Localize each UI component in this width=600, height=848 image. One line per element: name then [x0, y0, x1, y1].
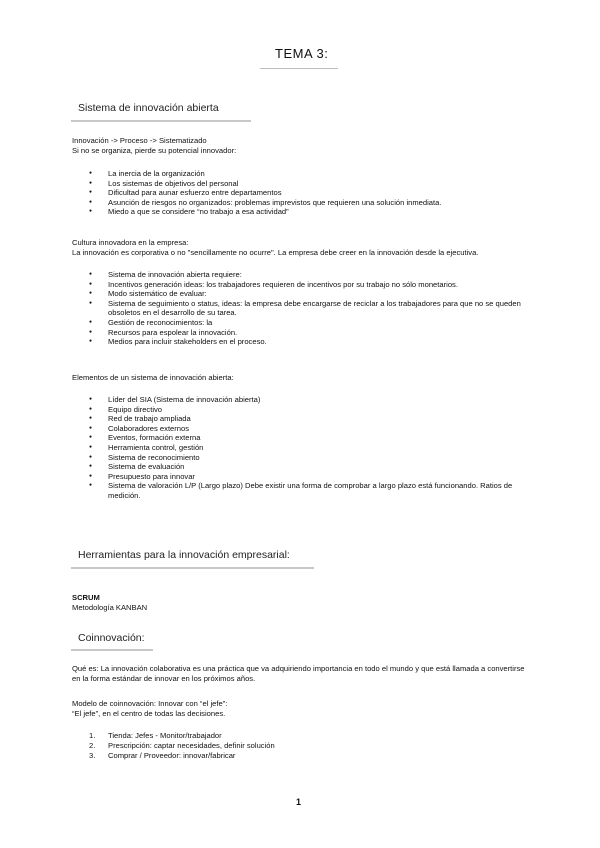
list-item: ● Recursos para espolear la innovación. — [72, 328, 528, 338]
list-text: Prescripción: captar necesidades, definir solución — [108, 741, 275, 750]
section-heading-coinnovation: Coinnovación: — [78, 632, 145, 644]
model-line: Modelo de coinnovación: Innovar con “el jefe”: — [72, 699, 228, 708]
model-block — [72, 699, 227, 718]
list-item: ● Sistema de reconocimiento — [72, 453, 528, 463]
tools-block — [72, 593, 147, 612]
list-item: ● Red de trabajo ampliada — [72, 414, 528, 424]
list-item: ● Eventos, formación externa — [72, 433, 528, 443]
list-item: ● Gestión de reconocimientos: la — [72, 318, 528, 328]
intro-block — [72, 136, 236, 155]
list-number: 3. — [89, 751, 96, 760]
intro-line: Si no se organiza, pierde su potencial innovador: — [72, 145, 237, 155]
list-item — [72, 741, 275, 751]
list-item: ● Asunción de riesgos no organizados: problemas imprevistos que requieren una solución inmediata. — [72, 198, 441, 208]
list-item: ● Incentivos generación ideas: los trabajadores requieren de incentivos por su trabajo no sólo monetarios. — [72, 280, 528, 290]
numbered-list-model — [72, 731, 275, 761]
list-item: ● Presupuesto para innovar — [72, 472, 528, 482]
list-item: ● Los sistemas de objetivos del personal — [72, 179, 441, 189]
page-number: 1 — [296, 797, 302, 807]
list-item: ● Miedo a que se considere “no trabajo a esa actividad” — [72, 207, 441, 217]
culture-line: La innovación es corporativa o no "sencillamente no ocurre". La empresa debe creer en la innovación desde la ejecutiva. — [72, 247, 479, 257]
list-number: 2. — [89, 741, 96, 750]
que-es-paragraph: Qué es: La innovación colaborativa es una práctica que va adquiriendo importancia en todo el mundo y que está llamada a convertirse en la forma estándar de innovar en los próximos años. — [72, 664, 525, 683]
list-text: Tienda: Jefes - Monitor/trabajador — [108, 731, 222, 740]
section-heading-open-innovation: Sistema de innovación abierta — [78, 102, 219, 114]
bullet-list-requirements — [72, 270, 528, 347]
list-text: Comprar / Proveedor: innovar/fabricar — [108, 751, 236, 760]
bullet-list-elements — [72, 395, 528, 501]
section-heading-tools: Herramientas para la innovación empresarial: — [78, 549, 290, 561]
list-item: ● Medios para incluir stakeholders en el proceso. — [72, 337, 528, 347]
list-item: ● Colaboradores externos — [72, 424, 528, 434]
list-item — [72, 751, 275, 761]
page-title: TEMA 3: — [275, 46, 329, 61]
list-item: ● Sistema de seguimiento o status, ideas: la empresa debe encargarse de reciclar a los trabajadores para que no se queden obsoletos en el desarrollo de su tarea. — [72, 299, 528, 318]
intro-line: Innovación -> Proceso -> Sistematizado — [72, 136, 207, 145]
list-item: ● Líder del SIA (Sistema de innovación abierta) — [72, 395, 528, 405]
list-item: ● Sistema de valoración L/P (Largo plazo) Debe existir una forma de comprobar a largo plazo está funcionando. Ratios de medición. — [72, 481, 528, 500]
list-item: ● Sistema de innovación abierta requiere: — [72, 270, 528, 280]
title-underline — [260, 68, 338, 69]
section-underline — [71, 567, 314, 569]
culture-line: Cultura innovadora en la empresa: — [72, 238, 189, 247]
elements-heading: Elementos de un sistema de innovación abierta: — [72, 373, 234, 382]
tool-line: Metodología KANBAN — [72, 602, 148, 612]
list-item: ● Modo sistemático de evaluar: — [72, 289, 528, 299]
list-item: ● La inercia de la organización — [72, 169, 441, 179]
list-item: ● Dificultad para aunar esfuerzo entre departamentos — [72, 188, 441, 198]
section-underline — [71, 120, 251, 122]
culture-block — [72, 238, 478, 257]
model-line: “El jefe”, en el centro de todas las decisiones. — [72, 708, 226, 718]
bullet-list-obstacles — [72, 169, 441, 217]
list-item: ● Herramienta control, gestión — [72, 443, 528, 453]
list-number: 1. — [89, 731, 96, 740]
list-item: ● Sistema de evaluación — [72, 462, 528, 472]
section-underline — [71, 649, 153, 651]
tool-line: SCRUM — [72, 593, 100, 602]
list-item: ● Equipo directivo — [72, 405, 528, 415]
list-item — [72, 731, 275, 741]
